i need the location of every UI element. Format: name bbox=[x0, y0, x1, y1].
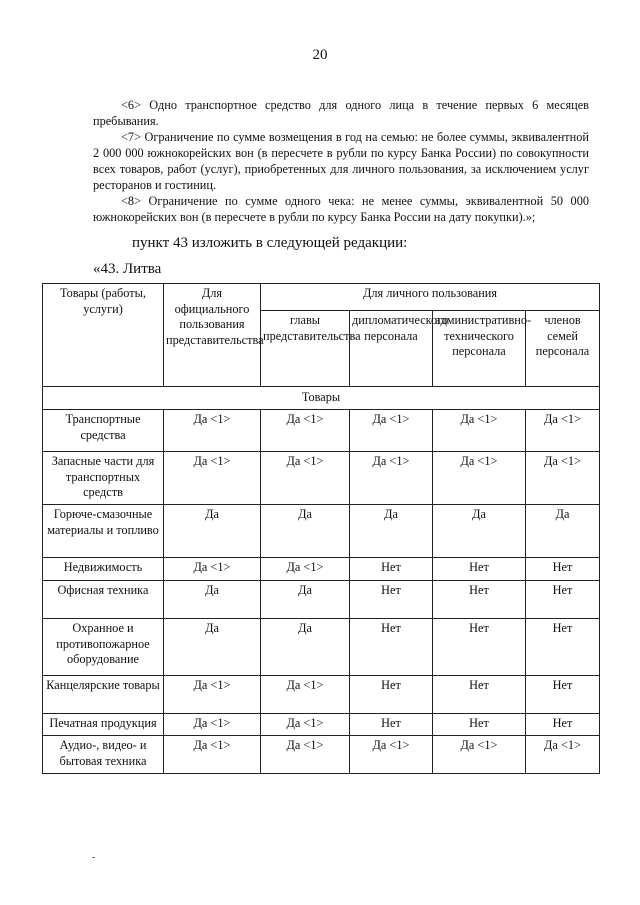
footer-mark: - bbox=[92, 852, 96, 863]
header-head-of-mission: главы представительства bbox=[261, 311, 350, 387]
permission-cell-diplomatic: Да <1> bbox=[350, 410, 433, 452]
permission-cell-admin: Нет bbox=[433, 619, 526, 676]
permission-cell-head: Да bbox=[261, 619, 350, 676]
permission-cell-head: Да <1> bbox=[261, 410, 350, 452]
table-row bbox=[43, 736, 600, 774]
goods-name-cell: Печатная продукция bbox=[43, 714, 164, 736]
permission-cell-diplomatic: Да <1> bbox=[350, 452, 433, 505]
permission-cell-admin: Да <1> bbox=[433, 736, 526, 774]
permission-cell-family: Да bbox=[526, 505, 600, 558]
permission-cell-admin: Да bbox=[433, 505, 526, 558]
goods-name-cell: Недвижимость bbox=[43, 558, 164, 581]
permission-cell-official: Да bbox=[164, 505, 261, 558]
header-admin-staff: административно-технического персонала bbox=[433, 311, 526, 387]
header-family-members: членов семей персонала bbox=[526, 311, 600, 387]
goods-table bbox=[42, 283, 600, 774]
permission-cell-family: Нет bbox=[526, 619, 600, 676]
table-row bbox=[43, 410, 600, 452]
permission-cell-diplomatic: Нет bbox=[350, 581, 433, 619]
table-row bbox=[43, 714, 600, 736]
permission-cell-official: Да <1> bbox=[164, 410, 261, 452]
footnote-8: <8> Ограничение по сумме одного чека: не менее суммы, эквивалентной 50 000 южнокорейских вон (в пересчете в рубли по курсу Банка России на дату покупки).»; bbox=[93, 194, 589, 224]
permission-cell-official: Да bbox=[164, 619, 261, 676]
permission-cell-official: Да <1> bbox=[164, 452, 261, 505]
permission-cell-head: Да <1> bbox=[261, 676, 350, 714]
permission-cell-head: Да <1> bbox=[261, 714, 350, 736]
permission-cell-official: Да <1> bbox=[164, 736, 261, 774]
footnote-7: <7> Ограничение по сумме возмещения в год на семью: не более суммы, эквивалентной 2 000 000 южнокорейских вон (в пересчете в рубли по курсу Банка России) по совокупности всех товаров, работ (услуг), приобретенных для личного пользования, за исключением услуг ресторанов и гостиниц. bbox=[93, 130, 589, 192]
table-row bbox=[43, 558, 600, 581]
table-row bbox=[43, 581, 600, 619]
permission-cell-diplomatic: Да bbox=[350, 505, 433, 558]
table-row bbox=[43, 452, 600, 505]
permission-cell-official: Да <1> bbox=[164, 558, 261, 581]
permission-cell-diplomatic: Да <1> bbox=[350, 736, 433, 774]
permission-cell-official: Да <1> bbox=[164, 714, 261, 736]
permission-cell-family: Да <1> bbox=[526, 736, 600, 774]
permission-cell-head: Да bbox=[261, 505, 350, 558]
amendment-instruction: пункт 43 изложить в следующей редакции: bbox=[132, 235, 408, 251]
goods-name-cell: Запасные части для транспортных средств bbox=[43, 452, 164, 505]
permission-cell-official: Да <1> bbox=[164, 676, 261, 714]
permission-cell-admin: Да <1> bbox=[433, 452, 526, 505]
goods-name-cell: Офисная техника bbox=[43, 581, 164, 619]
permission-cell-admin: Нет bbox=[433, 581, 526, 619]
goods-name-cell: Транспортные средства bbox=[43, 410, 164, 452]
permission-cell-family: Да <1> bbox=[526, 452, 600, 505]
permission-cell-head: Да <1> bbox=[261, 452, 350, 505]
header-official-use: Для официального пользования представительства bbox=[164, 284, 261, 387]
section-band-goods: Товары bbox=[43, 387, 600, 410]
header-goods: Товары (работы, услуги) bbox=[43, 284, 164, 387]
permission-cell-family: Нет bbox=[526, 581, 600, 619]
permission-cell-family: Нет bbox=[526, 714, 600, 736]
header-diplomatic-staff: дипломатического персонала bbox=[350, 311, 433, 387]
permission-cell-diplomatic: Нет bbox=[350, 676, 433, 714]
table-row bbox=[43, 676, 600, 714]
permission-cell-diplomatic: Нет bbox=[350, 714, 433, 736]
footnote-6: <6> Одно транспортное средство для одного лица в течение первых 6 месяцев пребывания. bbox=[93, 98, 589, 128]
permission-cell-family: Нет bbox=[526, 558, 600, 581]
permission-cell-family: Да <1> bbox=[526, 410, 600, 452]
permission-cell-head: Да bbox=[261, 581, 350, 619]
goods-name-cell: Аудио-, видео- и бытовая техника bbox=[43, 736, 164, 774]
section-title: «43. Литва bbox=[93, 261, 162, 277]
header-personal-use: Для личного пользования bbox=[261, 284, 600, 311]
permission-cell-admin: Нет bbox=[433, 558, 526, 581]
goods-name-cell: Канцелярские товары bbox=[43, 676, 164, 714]
table-row bbox=[43, 619, 600, 676]
permission-cell-diplomatic: Нет bbox=[350, 619, 433, 676]
permission-cell-family: Нет bbox=[526, 676, 600, 714]
permission-cell-head: Да <1> bbox=[261, 736, 350, 774]
permission-cell-admin: Нет bbox=[433, 676, 526, 714]
table-row bbox=[43, 505, 600, 558]
goods-name-cell: Горюче-смазочные материалы и топливо bbox=[43, 505, 164, 558]
permission-cell-diplomatic: Нет bbox=[350, 558, 433, 581]
footnotes bbox=[93, 97, 589, 225]
page-number: 20 bbox=[312, 47, 328, 63]
permission-cell-head: Да <1> bbox=[261, 558, 350, 581]
goods-name-cell: Охранное и противопожарное оборудование bbox=[43, 619, 164, 676]
permission-cell-official: Да bbox=[164, 581, 261, 619]
permission-cell-admin: Да <1> bbox=[433, 410, 526, 452]
permission-cell-admin: Нет bbox=[433, 714, 526, 736]
